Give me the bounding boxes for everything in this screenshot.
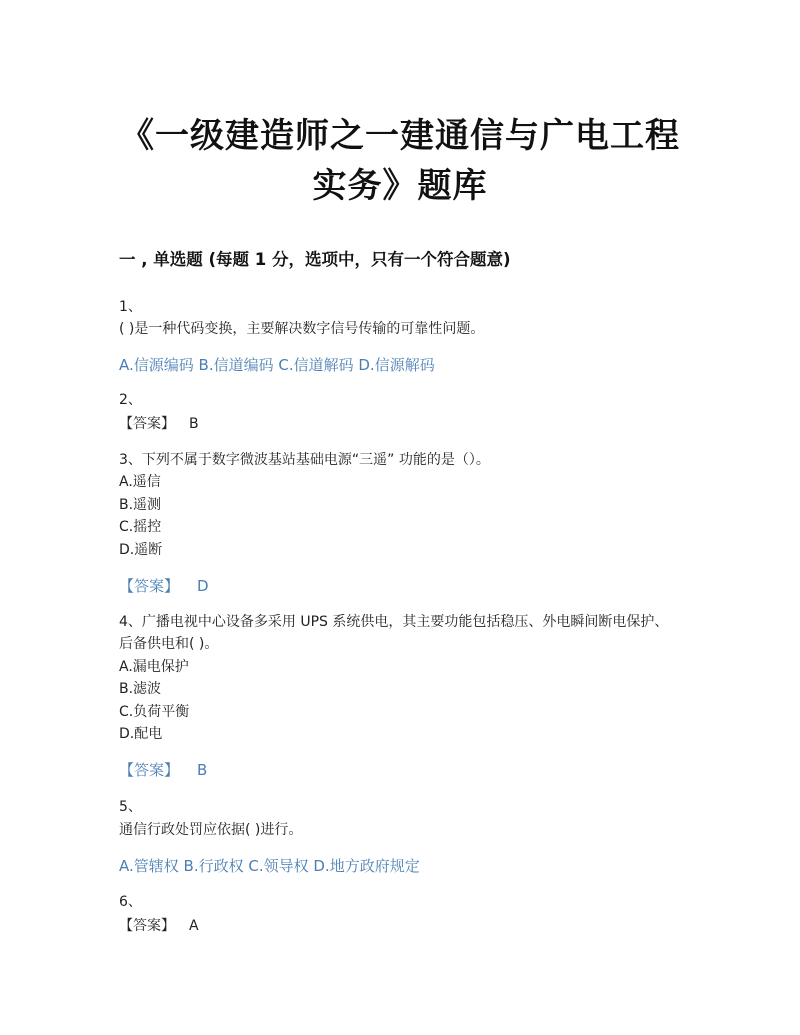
answer-value: D xyxy=(197,577,209,595)
question-3-option-d: D.遥断 xyxy=(119,542,163,558)
question-3-option-c: C.摇控 xyxy=(119,519,162,535)
question-4-option-a: A.漏电保护 xyxy=(119,659,189,675)
question-4-stem-line-1: 4、广播电视中心设备多采用 UPS 系统供电，其主要功能包括稳压、外电瞬间断电保护、 xyxy=(119,614,669,630)
answer-value: B xyxy=(189,416,199,432)
question-3-option-a: A.遥信 xyxy=(119,474,161,490)
question-3-stem: 3、下列不属于数字微波基站基础电源“三遥” 功能的是（）。 xyxy=(119,452,490,468)
answer-label: 【答案】 xyxy=(119,416,175,432)
question-1-stem: ( )是一种代码变换，主要解决数字信号传输的可靠性问题。 xyxy=(119,321,485,337)
question-5-stem: 通信行政处罚应依据( )进行。 xyxy=(119,822,303,838)
question-4-stem-line-2: 后备供电和( )。 xyxy=(119,636,219,652)
answer-label: 【答案】 xyxy=(119,918,175,934)
question-1-options: A.信源编码 B.信道编码 C.信道解码 D.信源解码 xyxy=(119,356,435,374)
document-title-line-1: 《一级建造师之一建通信与广电工程 xyxy=(120,116,680,156)
question-6-answer xyxy=(119,915,199,935)
document-title-line-2: 实务》题库 xyxy=(312,166,488,206)
question-4-option-d: D.配电 xyxy=(119,726,163,742)
question-3-answer xyxy=(119,575,209,596)
question-1-number: 1、 xyxy=(119,299,142,315)
question-6-number: 6、 xyxy=(119,894,142,910)
answer-label: 【答案】 xyxy=(119,761,180,779)
question-2-number: 2、 xyxy=(119,392,142,408)
question-4-option-b: B.滤波 xyxy=(119,681,162,697)
question-4-option-c: C.负荷平衡 xyxy=(119,704,190,720)
question-5-options: A.管辖权 B.行政权 C.领导权 D.地方政府规定 xyxy=(119,857,420,875)
question-5-number: 5、 xyxy=(119,799,142,815)
question-4-answer xyxy=(119,759,207,780)
answer-value: B xyxy=(197,761,208,779)
section-heading: 一 , 单选题 (每题 1 分，选项中，只有一个符合题意) xyxy=(119,250,511,269)
question-3-option-b: B.遥测 xyxy=(119,497,162,513)
question-2-answer xyxy=(119,413,199,433)
answer-label: 【答案】 xyxy=(119,577,180,595)
answer-value: A xyxy=(189,918,199,934)
